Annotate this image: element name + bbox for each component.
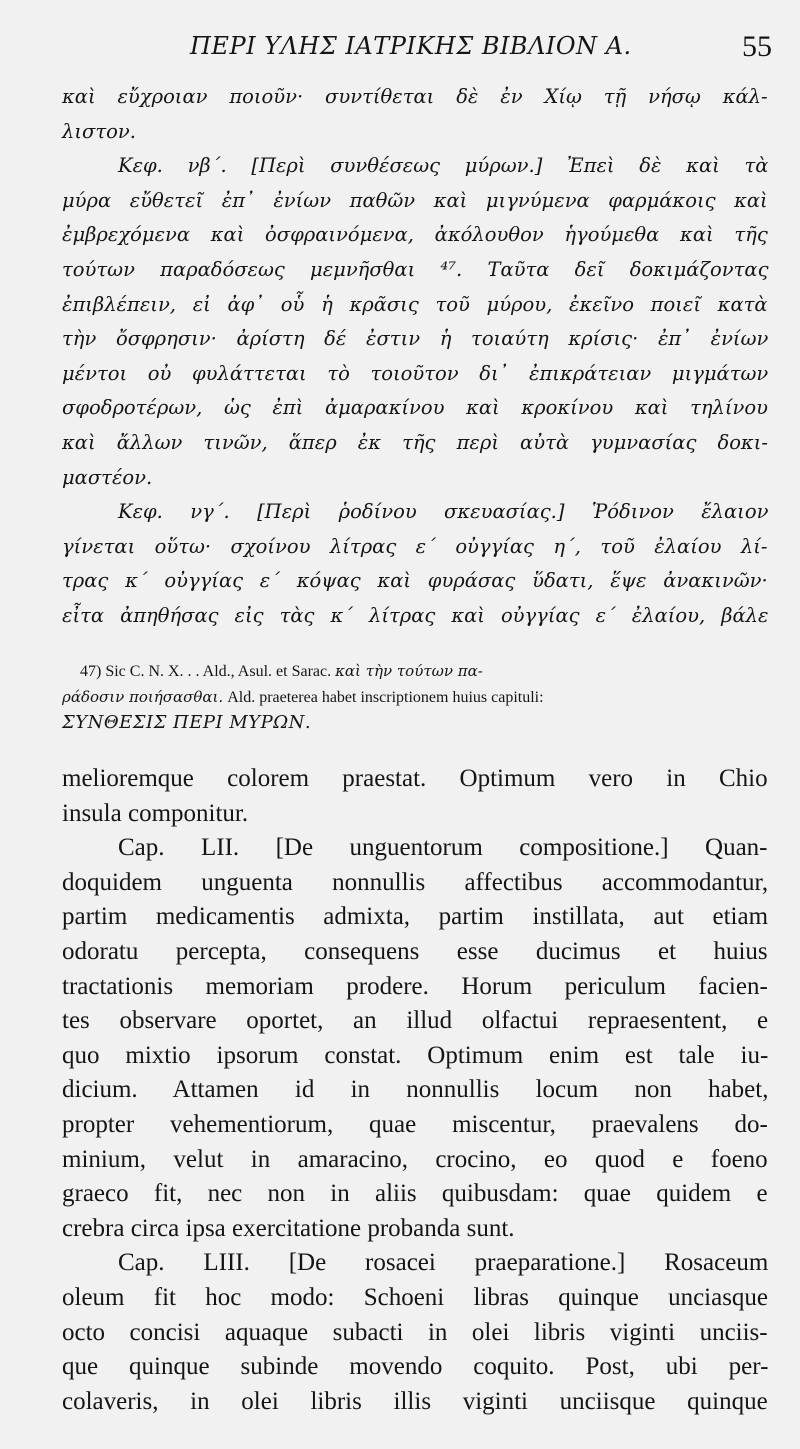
latin-line: odoratu percepta, consequens esse ducimus et huius (62, 937, 768, 965)
greek-line: καὶ ἄλλων τινῶν, ἅπερ ἐκ τῆς περὶ αὐτὰ γυμνασίας δοκι- (62, 430, 768, 454)
footnote-line: ράδοσιν ποιήσασθαι. Ald. praeterea habet inscriptionem huius capituli: (62, 688, 544, 706)
page-number: 55 (742, 30, 772, 63)
latin-line: Cap. LIII. [De rosacei praeparatione.] Rosaceum (118, 1249, 769, 1277)
greek-line: μέντοι οὐ φυλάττεται τὸ τοιοῦτον δι᾽ ἐπικράτειαν μιγμάτων (62, 361, 769, 385)
latin-line: octo concisi aquaque subacti in olei libris viginti unciis- (62, 1318, 768, 1346)
greek-line: μαστέον. (62, 465, 153, 489)
greek-line: τὴν ὄσφρησιν· ἀρίστη δέ ἐστιν ἡ τοιαύτη κρίσις· ἐπ᾽ ἐνίων (62, 327, 769, 351)
greek-line: μύρα εὔθετεῖ ἐπ᾽ ἐνίων παθῶν καὶ μιγνύμενα φαρμάκοις καὶ (62, 188, 768, 212)
latin-line: tes observare oportet, an illud olfactui repraesentent, e (62, 1007, 769, 1035)
greek-text-block (62, 80, 768, 634)
latin-line: insula componitur. (62, 799, 249, 827)
greek-line: σφοδροτέρων, ὡς ἐπὶ ἀμαρακίνου καὶ κροκίνου καὶ τηλίνου (62, 396, 768, 420)
latin-line: Cap. LII. [De unguentorum compositione.] Quan- (118, 834, 768, 862)
greek-line: Κεφ. νγ΄. [Περὶ ῥοδίνου σκευασίας.] Ῥόδινον ἔλαιον (118, 500, 769, 524)
page-header (60, 30, 772, 70)
greek-line: γίνεται οὕτω· σχοίνου λίτρας ε΄ οὐγγίας η΄, τοῦ ἐλαίου λί- (62, 534, 768, 558)
greek-line: ἐμβρεχόμενα καὶ ὀσφραινόμενα, ἀκόλουθον ἡγούμεθα καὶ τῆς (62, 223, 768, 247)
latin-line: tractationis memoriam prodere. Horum periculum facien- (62, 972, 768, 1000)
greek-line: καὶ εὔχροιαν ποιοῦν· συντίθεται δὲ ἐν Χίῳ τῇ νήσῳ κάλ- (62, 85, 768, 108)
greek-line: ἐπιβλέπειν, εἰ ἀφ᾽ οὗ ἡ κρᾶσις τοῦ μύρου, ἐκεῖνο ποιεῖ κατὰ (62, 292, 768, 316)
latin-line: melioremque colorem praestat. Optimum vero in Chio (62, 765, 768, 792)
footnote-line: 47) Sic C. N. X. . . Ald., Asul. et Sarac. καὶ τὴν τούτων πα- (80, 662, 483, 680)
footnote-line: ΣΥΝΘΕΣΙΣ ΠΕΡΙ ΜΥΡΩΝ. (62, 712, 312, 733)
greek-line: Κεφ. νβ΄. [Περὶ συνθέσεως μύρων.] Ἐπεὶ δὲ καὶ τὰ (118, 154, 769, 178)
greek-line: λιστον. (62, 119, 136, 143)
latin-text-block (62, 762, 768, 1419)
greek-line: τρας κ΄ οὐγγίας ε΄ κόψας καὶ φυράσας ὕδατι, ἕψε ἀνακινῶν· (62, 569, 768, 593)
greek-line: τούτων παραδόσεως μεμνῆσθαι ⁴⁷. Ταῦτα δεῖ δοκιμάζοντας (62, 257, 769, 281)
latin-line: doquidem unguenta nonnullis affectibus accommodantur, (62, 868, 769, 896)
latin-line: que quinque subinde movendo coquito. Post, ubi per- (62, 1353, 769, 1381)
footnote (62, 658, 768, 736)
latin-line: crebra circa ipsa exercitatione probanda sunt. (62, 1214, 515, 1242)
greek-line: εἶτα ἀπηθήσας εἰς τὰς κ΄ λίτρας καὶ οὐγγίας ε΄ ἐλαίου, βάλε (62, 603, 769, 627)
latin-line: oleum fit hoc modo: Schoeni libras quinque unciasque (62, 1283, 769, 1311)
latin-line: dicium. Attamen id in nonnullis locum non habet, (62, 1076, 769, 1104)
latin-line: minium, velut in amaracino, crocino, eo quod e foeno (62, 1145, 768, 1173)
latin-line: quo mixtio ipsorum constat. Optimum enim est tale iu- (62, 1041, 769, 1069)
latin-line: propter vehementiorum, quae miscentur, praevalens do- (62, 1110, 768, 1138)
latin-line: partim medicamentis admixta, partim instillata, aut etiam (62, 903, 769, 931)
latin-line: colaveris, in olei libris illis viginti unciisque quinque (62, 1387, 768, 1415)
latin-line: graeco fit, nec non in aliis quibusdam: quae quidem e (62, 1180, 768, 1208)
running-title: ΠΕΡΙ ΥΛΗΣ ΙΑΤΡΙΚΗΣ ΒΙΒΛΙΟΝ Α. (190, 32, 632, 60)
